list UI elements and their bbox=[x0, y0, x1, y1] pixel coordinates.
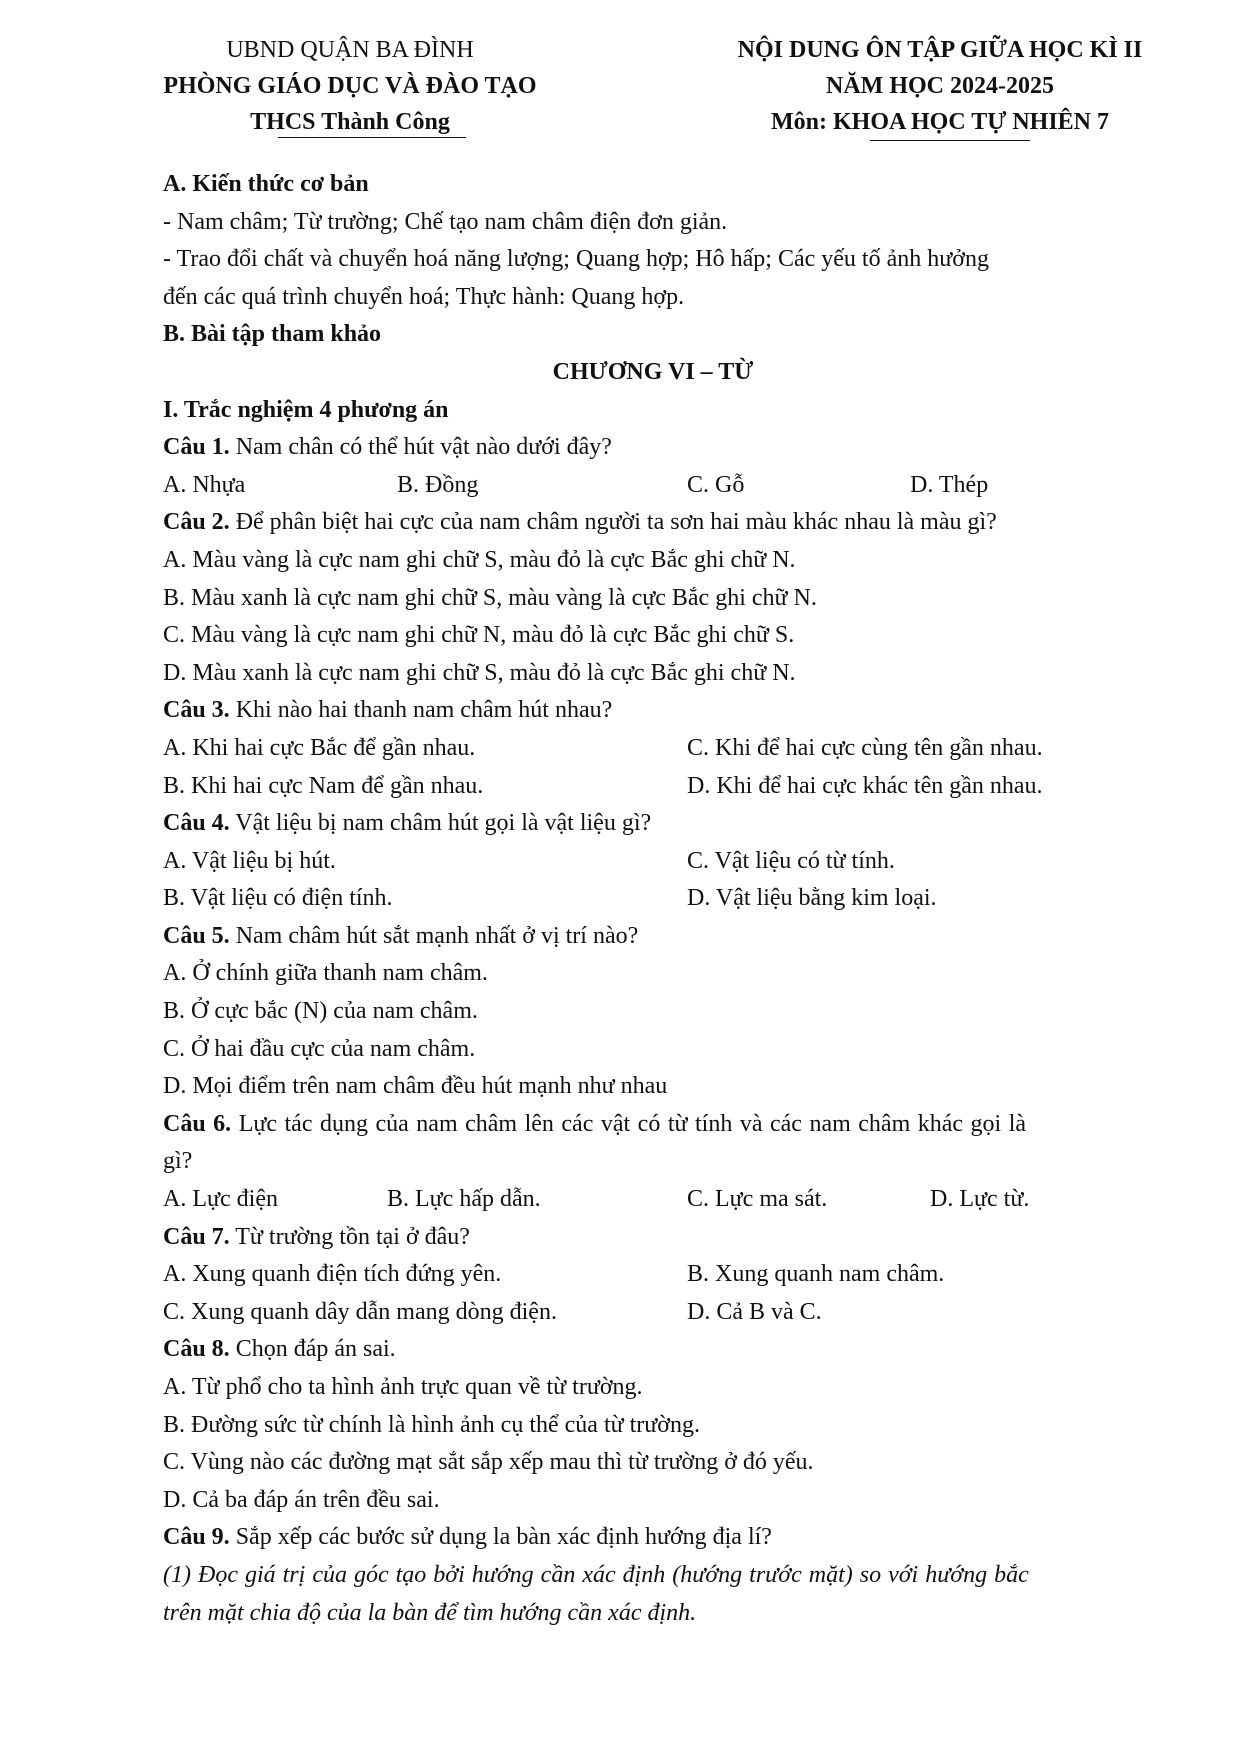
answer-row bbox=[163, 730, 1143, 768]
question-label: Câu 2. bbox=[163, 509, 230, 536]
header-left-underline bbox=[278, 137, 466, 138]
answer-d: D. Mọi điểm trên nam châm đều hút mạnh như nhau bbox=[163, 1073, 668, 1100]
section-a-line: đến các quá trình chuyển hoá; Thực hành: Quang hợp. bbox=[163, 283, 685, 310]
header-left bbox=[100, 32, 600, 140]
answer-c: C. Gỗ bbox=[687, 471, 745, 498]
answer-row bbox=[163, 1181, 1143, 1219]
answer-c: C. Vật liệu có từ tính. bbox=[687, 847, 895, 874]
part-title: I. Trắc nghiệm 4 phương án bbox=[163, 396, 449, 423]
answer-b: B. Vật liệu có điện tính. bbox=[163, 885, 393, 912]
question-text: Nam chân có thể hút vật nào dưới đây? bbox=[229, 434, 612, 461]
answer-row bbox=[163, 880, 1143, 918]
answer-row bbox=[163, 467, 1143, 505]
answer-c: C. Xung quanh dây dẫn mang dòng điện. bbox=[163, 1298, 557, 1325]
header-right bbox=[690, 32, 1190, 140]
section-b-title: B. Bài tập tham khảo bbox=[163, 321, 382, 348]
answer-b: B. Khi hai cực Nam để gần nhau. bbox=[163, 772, 484, 799]
question-label: Câu 9. bbox=[163, 1524, 230, 1551]
answer-row bbox=[163, 768, 1143, 806]
answer-b: B. Xung quanh nam châm. bbox=[687, 1261, 945, 1288]
answer-d: D. Vật liệu bằng kim loại. bbox=[687, 885, 937, 912]
answer-a: A. Khi hai cực Bắc để gần nhau. bbox=[163, 734, 476, 761]
answer-d: D. Thép bbox=[910, 471, 989, 498]
question-3 bbox=[163, 692, 1143, 730]
question-1 bbox=[163, 429, 1143, 467]
question-text: Từ trường tồn tại ở đâu? bbox=[229, 1223, 470, 1250]
question-9 bbox=[163, 1519, 1143, 1557]
question-7 bbox=[163, 1219, 1143, 1257]
answer-b: B. Ở cực bắc (N) của nam châm. bbox=[163, 998, 478, 1025]
question-text-continued: gì? bbox=[163, 1148, 193, 1175]
question-label: Câu 6. bbox=[163, 1110, 232, 1137]
question-8 bbox=[163, 1331, 1143, 1369]
answer-row bbox=[163, 1294, 1143, 1332]
answer-d: D. Màu xanh là cực nam ghi chữ S, màu đỏ là cực Bắc ghi chữ N. bbox=[163, 659, 796, 686]
question-text: Vật liệu bị nam châm hút gọi là vật liệu gì? bbox=[229, 810, 652, 837]
answer-a: A. Từ phổ cho ta hình ảnh trực quan về từ trường. bbox=[163, 1374, 643, 1400]
answer-a: A. Ở chính giữa thanh nam châm. bbox=[163, 960, 488, 987]
question-text: Khi nào hai thanh nam châm hút nhau? bbox=[229, 697, 613, 724]
step-1-continued: trên mặt chia độ của la bàn để tìm hướng cần xác định. bbox=[163, 1599, 697, 1626]
question-label: Câu 8. bbox=[163, 1336, 230, 1363]
answer-b: B. Màu xanh là cực nam ghi chữ S, màu vàng là cực Bắc ghi chữ N. bbox=[163, 584, 817, 611]
answer-c: C. Vùng nào các đường mạt sắt sắp xếp mau thì từ trường ở đó yếu. bbox=[163, 1449, 814, 1476]
question-text: Lực tác dụng của nam châm lên các vật có từ tính và các nam châm khác gọi là bbox=[231, 1110, 1027, 1137]
answer-c: C. Khi để hai cực cùng tên gần nhau. bbox=[687, 734, 1043, 761]
question-label: Câu 7. bbox=[163, 1223, 230, 1250]
question-label: Câu 3. bbox=[163, 697, 230, 724]
question-text: Chọn đáp án sai. bbox=[229, 1336, 396, 1363]
question-4 bbox=[163, 805, 1143, 843]
step-1: (1) Đọc giá trị của góc tạo bởi hướng cần xác định (hướng trước mặt) so với hướng bắc bbox=[163, 1561, 1029, 1588]
answer-a: A. Vật liệu bị hút. bbox=[163, 847, 336, 874]
subject: Môn: KHOA HỌC TỰ NHIÊN 7 bbox=[770, 109, 1110, 135]
answer-a: A. Lực điện bbox=[163, 1186, 278, 1213]
answer-row bbox=[163, 1256, 1143, 1294]
answer-a: A. Nhựa bbox=[163, 471, 246, 498]
answer-d: D. Cả B và C. bbox=[687, 1298, 822, 1325]
answer-b: B. Đường sức từ chính là hình ảnh cụ thể của từ trường. bbox=[163, 1411, 700, 1438]
question-2 bbox=[163, 504, 1143, 542]
answer-a: A. Màu vàng là cực nam ghi chữ S, màu đỏ là cực Bắc ghi chữ N. bbox=[163, 546, 796, 573]
answer-row bbox=[163, 843, 1143, 881]
school-name: THCS Thành Công bbox=[250, 109, 450, 135]
section-a-line: - Nam châm; Từ trường; Chế tạo nam châm điện đơn giản. bbox=[163, 208, 728, 235]
answer-b: B. Lực hấp dẫn. bbox=[387, 1186, 541, 1213]
question-label: Câu 5. bbox=[163, 922, 230, 949]
answer-d: D. Lực từ. bbox=[930, 1186, 1030, 1213]
answer-c: C. Màu vàng là cực nam ghi chữ N, màu đỏ là cực Bắc ghi chữ S. bbox=[163, 622, 795, 649]
district-name: UBND QUẬN BA ĐÌNH bbox=[226, 37, 474, 63]
section-a-line: - Trao đổi chất và chuyển hoá năng lượng; Quang hợp; Hô hấp; Các yếu tố ảnh hưởng bbox=[163, 246, 989, 273]
section-a-title: A. Kiến thức cơ bản bbox=[163, 171, 369, 197]
answer-c: C. Lực ma sát. bbox=[687, 1186, 828, 1213]
chapter-title: CHƯƠNG VI – TỪ bbox=[552, 358, 754, 385]
question-5 bbox=[163, 918, 1143, 956]
question-text: Sắp xếp các bước sử dụng la bàn xác định hướng địa lí? bbox=[229, 1524, 772, 1551]
header-right-underline bbox=[870, 140, 1030, 141]
question-text: Nam châm hút sắt mạnh nhất ở vị trí nào? bbox=[229, 922, 639, 949]
answer-d: D. Cả ba đáp án trên đều sai. bbox=[163, 1486, 440, 1513]
answer-b: B. Đồng bbox=[397, 471, 479, 498]
question-label: Câu 1. bbox=[163, 434, 230, 461]
document-title: NỘI DUNG ÔN TẬP GIỮA HỌC KÌ II bbox=[737, 37, 1143, 63]
document-body bbox=[163, 166, 1143, 1632]
answer-d: D. Khi để hai cực khác tên gần nhau. bbox=[687, 772, 1043, 799]
department-name: PHÒNG GIÁO DỤC VÀ ĐÀO TẠO bbox=[163, 73, 537, 99]
school-year: NĂM HỌC 2024-2025 bbox=[826, 73, 1054, 99]
question-text: Để phân biệt hai cực của nam châm người ta sơn hai màu khác nhau là màu gì? bbox=[229, 509, 997, 536]
question-label: Câu 4. bbox=[163, 810, 230, 837]
question-6 bbox=[163, 1106, 1143, 1144]
answer-c: C. Ở hai đầu cực của nam châm. bbox=[163, 1035, 476, 1062]
answer-a: A. Xung quanh điện tích đứng yên. bbox=[163, 1261, 502, 1288]
